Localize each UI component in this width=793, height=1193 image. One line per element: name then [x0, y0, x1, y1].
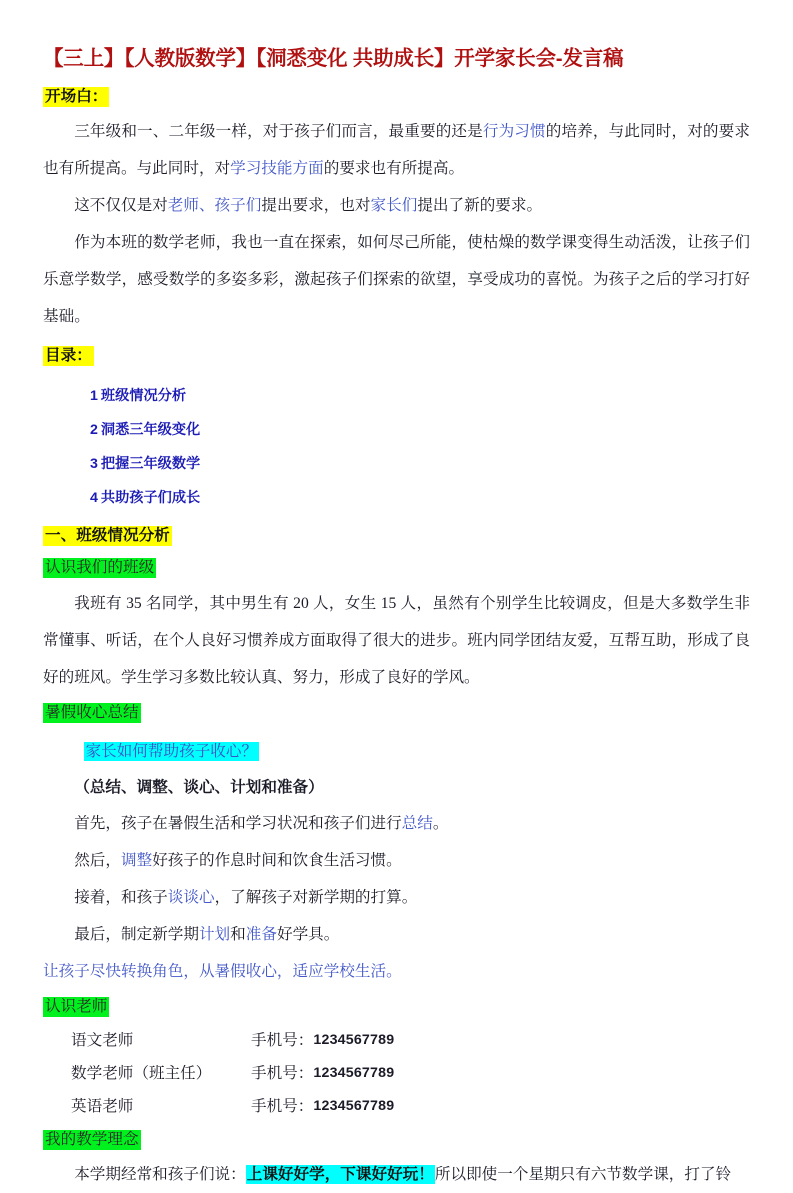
toc-item-1[interactable]	[43, 379, 750, 413]
toc-item-4[interactable]	[43, 481, 750, 515]
table-of-contents	[43, 379, 750, 515]
keyword-learning-skills: 学习技能方面	[230, 159, 324, 177]
run-text: 。	[432, 814, 449, 832]
run-text: 好孩子的作息时间和饮食生活习惯。	[152, 851, 402, 869]
toc-item-label: 把握三年级数学	[100, 455, 201, 472]
step-4	[43, 916, 750, 953]
run-text: 三年级和一、二年级一样，对于孩子们而言，最重要的还是	[74, 122, 483, 140]
run-text: 的要求也有所提高。	[323, 159, 465, 177]
keyword-prepare: 准备	[245, 925, 277, 943]
teacher-subject: 语文老师	[71, 1031, 134, 1049]
run-text: 的培养，与此同时，对的要求也有所提高。与此同时，对	[43, 122, 750, 177]
philosophy-lead-text: 本学期经常和孩子们说：	[74, 1165, 246, 1183]
class-description-paragraph: 我班有 35 名同学，其中男生有 20 人，女生 15 人，虽然有个别学生比较调皮，但是大多数学生非常懂事、听话，在个人良好习惯养成方面取得了很大的进步。班内同学团结友爱，互帮互助，形成了良好的班风。学生学习多数比较认真、努力，形成了良好的学风。	[43, 594, 750, 686]
run-text: 这不仅仅是对	[74, 196, 168, 214]
step-2	[43, 842, 750, 879]
closing-blue-line: 让孩子尽快转换角色，从暑假收心，适应学校生活。	[43, 962, 402, 980]
philosophy-slogan: 上课好好学，下课好好玩！	[246, 1165, 434, 1183]
phone-number: 1234567789	[313, 1097, 395, 1114]
keyword-behavior-habit: 行为习惯	[482, 122, 546, 140]
toc-heading-label: 目录：	[45, 346, 92, 364]
toc-item-number: 4	[90, 489, 98, 506]
step-1	[43, 805, 750, 842]
run-text: 最后，制定新学期	[74, 925, 199, 943]
keyword-parents: 家长们	[370, 196, 418, 214]
subheading-know-our-class-label: 认识我们的班级	[45, 558, 155, 576]
run-text: 好学具。	[276, 925, 340, 943]
opening-heading	[43, 79, 750, 113]
subheading-summer-summary-label: 暑假收心总结	[45, 703, 139, 721]
section-one-heading	[43, 521, 750, 551]
toc-item-3[interactable]	[43, 447, 750, 481]
table-row	[43, 1057, 750, 1090]
toc-item-label: 班级情况分析	[100, 387, 187, 404]
keyword-heart-to-heart: 谈谈心	[167, 888, 215, 906]
table-row	[43, 1024, 750, 1057]
keyword-plan: 计划	[198, 925, 231, 943]
question-label: 家长如何帮助孩子收心？	[85, 742, 258, 760]
opening-paragraph-1	[43, 113, 750, 187]
run-text: ，了解孩子对新学期的打算。	[214, 888, 418, 906]
run-text: 接着，和孩子	[74, 888, 168, 906]
toc-item-label: 洞悉三年级变化	[100, 421, 201, 438]
question-how-parents-help	[43, 734, 750, 770]
toc-item-2[interactable]	[43, 413, 750, 447]
toc-heading	[43, 341, 750, 371]
phone-number: 1234567789	[313, 1031, 395, 1048]
opening-paragraph-2	[43, 187, 750, 224]
toc-item-number: 3	[90, 455, 98, 472]
page-title: 【三上】【人教版数学】【洞悉变化 共助成长】开学家长会-发言稿	[43, 47, 624, 70]
section-one-heading-label: 一、班级情况分析	[45, 526, 170, 544]
phone-number: 1234567789	[313, 1064, 395, 1081]
run-text: 提出要求，也对	[261, 196, 371, 214]
toc-item-label: 共助孩子们成长	[100, 489, 201, 506]
keyword-adjust: 调整	[120, 851, 153, 869]
keyword-summarize: 总结	[401, 814, 433, 832]
subheading-summer-summary	[43, 698, 750, 728]
toc-item-number: 2	[90, 421, 98, 438]
phone-label: 手机号：	[251, 1064, 314, 1082]
philosophy-paragraph	[43, 1157, 750, 1193]
toc-item-number: 1	[90, 387, 98, 404]
run-text: 首先，孩子在暑假生活和学习状况和孩子们进行	[74, 814, 402, 832]
spacer	[43, 371, 750, 379]
opening-paragraph-3: 作为本班的数学老师，我也一直在探索，如何尽己所能，使枯燥的数学课变得生动活泼，让孩子们乐意学数学，感受数学的多姿多彩，激起孩子们探索的欲望，享受成功的喜悦。为孩子之后的学习打好基础。	[43, 233, 750, 325]
run-text: 然后，	[74, 851, 121, 869]
subheading-teaching-philosophy-label: 我的教学理念	[45, 1130, 139, 1148]
subheading-know-teachers-label: 认识老师	[45, 997, 108, 1015]
teacher-subject: 英语老师	[71, 1097, 134, 1115]
phone-label: 手机号：	[251, 1097, 314, 1115]
subheading-know-teachers	[43, 992, 750, 1022]
keyword-teachers-children: 老师、孩子们	[167, 196, 262, 214]
philosophy-tail-text: 所以即使一个星期只有六节数学课，打了铃	[434, 1165, 732, 1183]
step-3	[43, 879, 750, 916]
subheading-teaching-philosophy	[43, 1125, 750, 1155]
steps-title: （总结、调整、谈心、计划和准备）	[74, 778, 324, 796]
opening-heading-label: 开场白：	[45, 87, 108, 105]
teacher-subject: 数学老师（班主任）	[71, 1064, 212, 1082]
table-row	[43, 1090, 750, 1123]
phone-label: 手机号：	[251, 1031, 314, 1049]
run-text: 和	[230, 925, 246, 943]
teacher-roster	[43, 1024, 750, 1123]
run-text: 提出了新的要求。	[417, 196, 543, 214]
subheading-know-our-class	[43, 553, 750, 583]
